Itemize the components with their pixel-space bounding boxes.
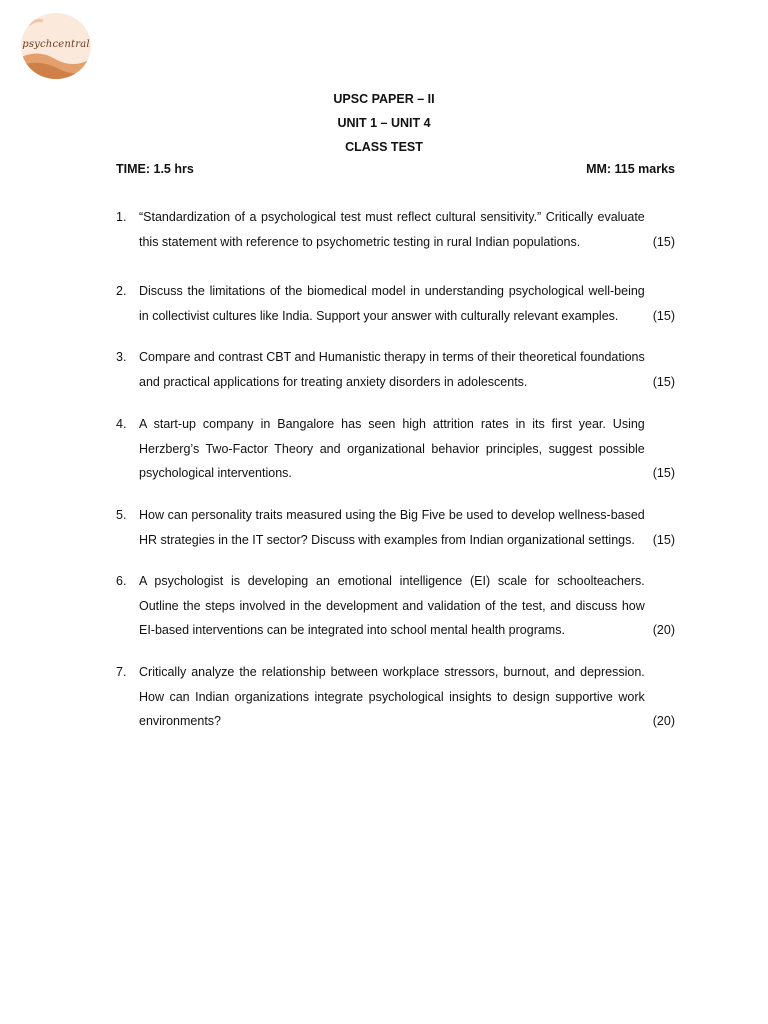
- question-marks: (15): [652, 466, 675, 480]
- exam-header: [0, 87, 768, 159]
- question-text: Compare and contrast CBT and Humanistic therapy in terms of their theoretical foundations and practical applications for treating anxiety disorders in adolescents.: [139, 350, 645, 389]
- question-marks: (15): [652, 234, 675, 249]
- test-type: CLASS TEST: [345, 140, 423, 154]
- question-number: 5.: [116, 508, 127, 522]
- question-number: 2.: [116, 284, 127, 298]
- question-text: Discuss the limitations of the biomedical model in understanding psychological well-being in collectivist cultures like India. Support your answer with culturally relevant examples.: [139, 284, 645, 323]
- time-allowed: TIME: 1.5 hrs: [116, 162, 194, 176]
- question-number: 6.: [116, 574, 127, 588]
- question-body: [139, 412, 675, 486]
- paper-title: UPSC PAPER – II: [333, 92, 435, 106]
- question-text: Critically analyze the relationship between workplace stressors, burnout, and depression. How can Indian organizations integrate psychological insights to design supportive work environments?: [139, 665, 645, 728]
- question-1: [116, 205, 675, 254]
- question-6: [116, 569, 675, 643]
- question-body: [139, 660, 675, 734]
- question-body: [139, 279, 675, 328]
- question-text: A start-up company in Bangalore has seen high attrition rates in its first year. Using Herzberg’s Two-Factor Theory and organizational behavior principles, suggest possible psychological interventions.: [139, 417, 645, 480]
- question-text: “Standardization of a psychological test must reflect cultural sensitivity.” Critically evaluate this statement with reference to psychometric testing in rural Indian populations.: [139, 210, 645, 249]
- question-marks: (20): [652, 623, 675, 637]
- question-body: [139, 569, 675, 643]
- question-text: How can personality traits measured using the Big Five be used to develop wellness-based HR strategies in the IT sector? Discuss with examples from Indian organizational settings.: [139, 508, 645, 547]
- question-body: [139, 345, 675, 394]
- question-body: [139, 503, 675, 552]
- question-number: 4.: [116, 417, 127, 431]
- question-marks: (15): [652, 374, 675, 389]
- question-marks: (15): [652, 532, 675, 547]
- question-text: A psychologist is developing an emotional intelligence (EI) scale for schoolteachers. Outline the steps involved in the development and validation of the test, and discuss how EI-based interventions can be integrated into school mental health programs.: [139, 574, 645, 637]
- logo-text: psychcentral: [22, 39, 90, 50]
- question-marks: (15): [652, 308, 675, 323]
- question-number: 3.: [116, 350, 127, 364]
- unit-range: UNIT 1 – UNIT 4: [337, 116, 431, 130]
- maximum-marks: MM: 115 marks: [586, 162, 675, 176]
- question-number: 7.: [116, 665, 127, 679]
- question-marks: (20): [652, 714, 675, 728]
- exam-meta-row: [116, 159, 675, 179]
- question-3: [116, 345, 675, 394]
- question-7: [116, 660, 675, 734]
- question-body: [139, 205, 675, 254]
- psychcentral-logo: [21, 13, 91, 79]
- question-number: 1.: [116, 210, 127, 224]
- question-2: [116, 279, 675, 328]
- question-4: [116, 412, 675, 486]
- question-5: [116, 503, 675, 552]
